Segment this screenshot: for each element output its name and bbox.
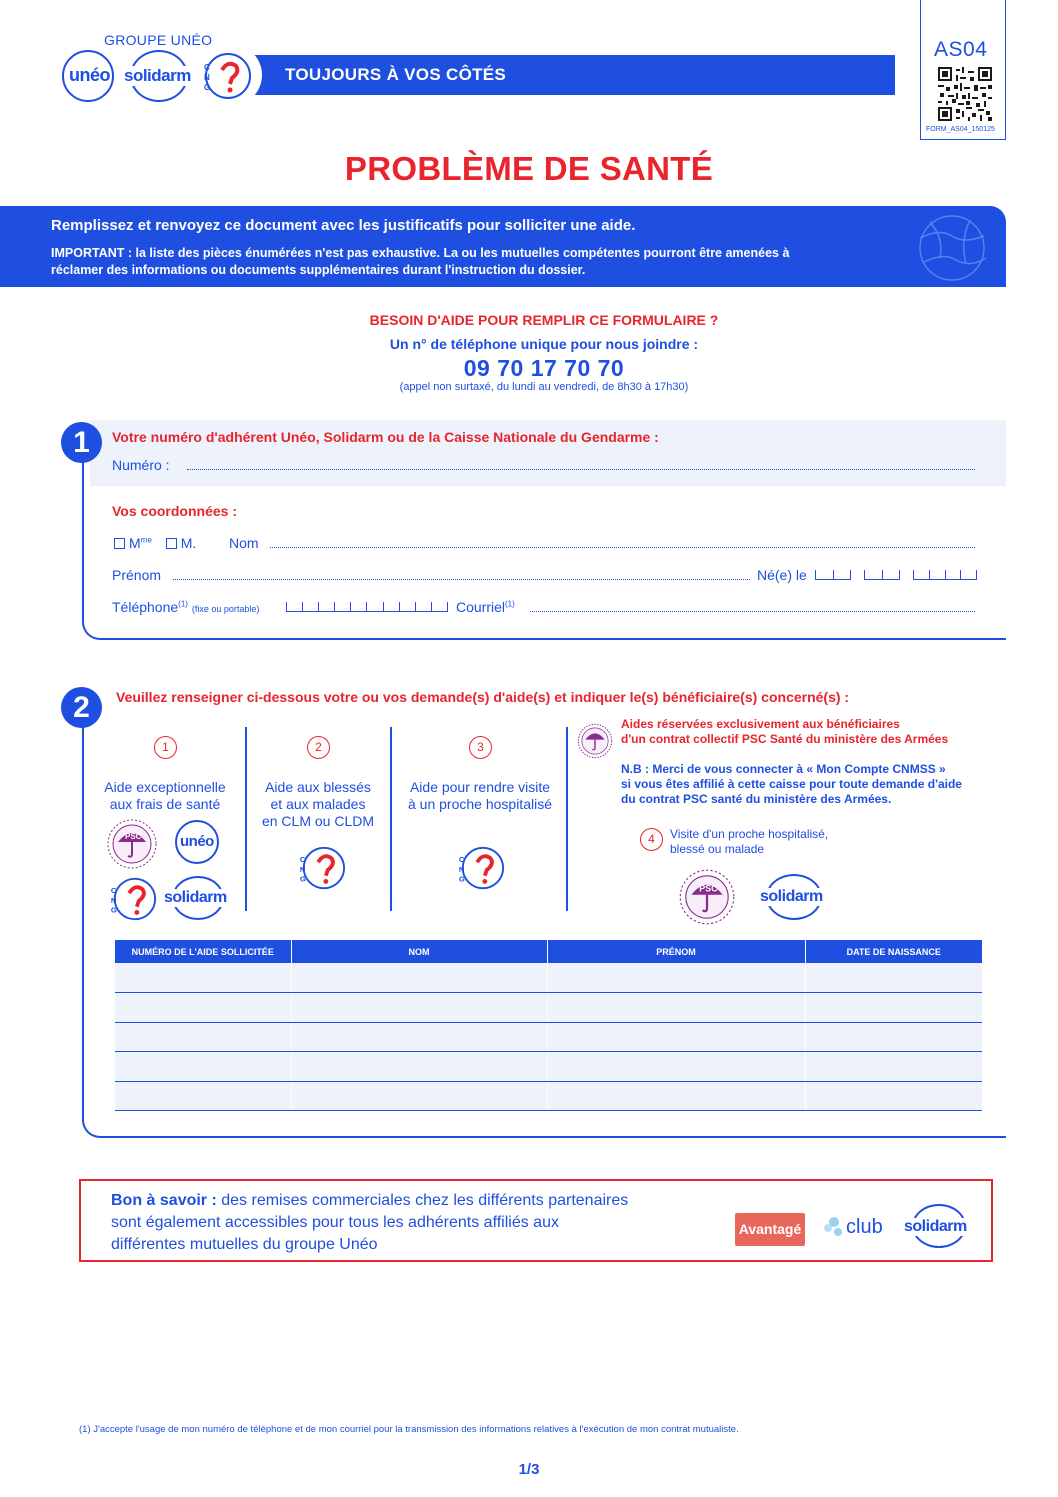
psc-logo-icon (678, 868, 736, 926)
courriel-label-text: Courriel (456, 599, 506, 615)
tel-label-text: Téléphone (112, 599, 179, 615)
section1-heading: Votre numéro d'adhérent Unéo, Solidarm ou de la Caisse Nationale du Gendarme : (112, 429, 659, 445)
avantage-logo: Avantagé (735, 1213, 805, 1246)
info-important (51, 245, 821, 279)
bon-a-savoir-text (111, 1190, 711, 1256)
telephone-field[interactable] (286, 602, 448, 612)
cng-logo-icon (456, 843, 506, 893)
bon-text-1: des remises commerciales chez les différents partenaires (216, 1192, 629, 1209)
table-cell[interactable] (115, 993, 291, 1023)
group-title: GROUPE UNÉO (104, 32, 213, 48)
table-cell[interactable] (291, 1052, 547, 1082)
coords-heading: Vos coordonnées : (112, 503, 237, 519)
aid-label-2-line2: et aux malades (270, 796, 366, 812)
aid-label-2 (250, 779, 386, 830)
col-nom: NOM (291, 940, 547, 963)
table-cell[interactable] (547, 1022, 805, 1052)
courriel-field[interactable] (530, 611, 975, 612)
table-row (115, 963, 982, 993)
table-row (115, 1052, 982, 1082)
aid-number-3: 3 (469, 736, 492, 759)
table-cell[interactable] (291, 1022, 547, 1052)
cng-logo-icon (108, 874, 158, 924)
bon-text-3: différentes mutuelles du groupe Unéo (111, 1236, 378, 1253)
psc-reserved-text (621, 717, 948, 747)
aid-number-1: 1 (154, 736, 177, 759)
aid4-label (670, 827, 828, 857)
tel-hint: (fixe ou portable) (191, 604, 260, 614)
svg-text:C: C (204, 63, 210, 72)
table-cell[interactable] (291, 963, 547, 993)
mme-checkbox[interactable] (114, 538, 125, 549)
table-row (115, 1081, 982, 1111)
svg-text:PSC: PSC (125, 832, 142, 841)
table-cell[interactable] (547, 1081, 805, 1111)
aid-label-1-line1: Aide exceptionnelle (104, 779, 226, 795)
table-cell[interactable] (291, 993, 547, 1023)
column-divider (245, 727, 247, 911)
birth-month-field[interactable] (864, 570, 900, 580)
solidarm-logo-small: solidarm (172, 876, 224, 920)
table-cell[interactable] (547, 1052, 805, 1082)
svg-text:PSC: PSC (699, 883, 718, 894)
mme-sup: me (140, 535, 152, 545)
nom-field[interactable] (270, 547, 975, 548)
svg-text:C: C (299, 855, 306, 865)
birth-year-field[interactable] (913, 570, 977, 580)
psc-logo-icon (577, 723, 613, 759)
svg-text:G: G (458, 874, 465, 884)
aid4-line2: blessé ou malade (670, 842, 765, 856)
courriel-label (456, 599, 515, 615)
psc-reserved-line2: d'un contrat collectif PSC Santé du ministère des Armées (621, 732, 949, 746)
svg-text:N: N (299, 864, 306, 874)
info-instruction: Remplissez et renvoyez ce document avec les justificatifs pour solliciter une aide. (51, 217, 636, 234)
beneficiaries-table (115, 940, 982, 1111)
table-cell[interactable] (115, 1022, 291, 1052)
table-cell[interactable] (291, 1081, 547, 1111)
tel-sup: (1) (178, 599, 188, 609)
club-logo (822, 1208, 888, 1244)
section2-heading: Veuillez renseigner ci-dessous votre ou vos demande(s) d'aide(s) et indiquer le(s) bénéficiaire(s) concerné(s) : (116, 689, 850, 705)
solidarm-logo: solidarm (130, 50, 188, 102)
solidarm-logo-small: solidarm (912, 1204, 966, 1248)
aid-label-3 (398, 779, 562, 813)
bon-text-2: sont également accessibles pour tous les adhérents affiliés aux (111, 1214, 559, 1231)
nb-line1: N.B : Merci de vous connecter à « Mon Compte CNMSS » (621, 762, 946, 776)
column-divider (390, 727, 392, 911)
table-cell[interactable] (115, 1052, 291, 1082)
hands-decoration-icon (900, 208, 1004, 286)
psc-reserved-line1: Aides réservées exclusivement aux bénéficiaires (621, 717, 900, 731)
table-header-row (115, 940, 982, 963)
m-label: M. (180, 535, 197, 551)
col-date-naissance: DATE DE NAISSANCE (805, 940, 982, 963)
svg-text:N: N (458, 864, 465, 874)
table-cell[interactable] (805, 963, 982, 993)
nb-line3: du contrat PSC santé du ministère des Armées. (621, 792, 892, 806)
numero-label: Numéro : (112, 457, 170, 473)
help-note: (appel non surtaxé, du lundi au vendredi, de 8h30 à 17h30) (399, 381, 689, 393)
svg-text:N: N (110, 895, 117, 905)
page-title: PROBLÈME DE SANTÉ (344, 150, 714, 187)
mme-label: M (129, 535, 141, 551)
aid-number-4: 4 (640, 828, 663, 851)
form-reference: FORM_AS04_150125 (926, 126, 995, 133)
table-cell[interactable] (547, 993, 805, 1023)
table-cell[interactable] (805, 1081, 982, 1111)
col-aid-number: NUMÉRO DE L'AIDE SOLLICITÉE (115, 940, 291, 963)
aid-label-3-line2: à un proche hospitalisé (408, 796, 552, 812)
uneo-logo-small: unéo (175, 820, 219, 864)
uneo-logo: unéo (62, 50, 114, 102)
svg-text:G: G (204, 83, 211, 92)
form-code: AS04 (934, 38, 988, 61)
important-label: IMPORTANT : (51, 246, 133, 260)
table-row (115, 993, 982, 1023)
qr-code (938, 67, 992, 121)
club-logo-text: club (846, 1216, 883, 1238)
psc-logo-icon (106, 818, 158, 870)
footnote: (1) J'accepte l'usage de mon numéro de téléphone et de mon courriel pour la transmission des informations relatives à l'exécution de mon contrat mutualiste. (79, 1424, 739, 1435)
col-prenom: PRÉNOM (547, 940, 805, 963)
club-flower-icon (822, 1208, 846, 1244)
aid-label-1-line2: aux frais de santé (109, 796, 221, 812)
table-row (115, 1022, 982, 1052)
important-text: la liste des pièces énumérées n'est pas exhaustive. La ou les mutuelles compétentes pourront être amenées à réclamer des informations ou documents supplémentaires durant l'instruction du dossier. (51, 246, 790, 277)
aid-label-3-line1: Aide pour rendre visite (409, 779, 551, 795)
nb-line2: si vous êtes affilié à cette caisse pour toute demande d'aide (621, 777, 962, 791)
numero-field[interactable] (187, 469, 975, 470)
birthdate-label: Né(e) le (757, 567, 807, 583)
birth-day-field[interactable] (815, 570, 851, 580)
aid4-line1: Visite d'un proche hospitalisé, (670, 827, 829, 841)
aid-number-2: 2 (307, 736, 330, 759)
help-phone[interactable]: 09 70 17 70 70 (463, 355, 625, 381)
prenom-field[interactable] (173, 579, 750, 580)
svg-text:C: C (110, 886, 117, 896)
civility-row (114, 535, 196, 551)
table-cell[interactable] (805, 1052, 982, 1082)
svg-text:G: G (110, 905, 117, 915)
svg-text:C: C (458, 855, 465, 865)
header-slogan: TOUJOURS À VOS CÔTÉS (285, 65, 507, 84)
aid-label-2-line1: Aide aux blessés (265, 779, 371, 795)
section2-badge: 2 (61, 687, 102, 728)
table-cell[interactable] (805, 1022, 982, 1052)
svg-text:G: G (299, 874, 306, 884)
m-checkbox[interactable] (166, 538, 177, 549)
courriel-sup: (1) (505, 599, 515, 609)
help-line: Un n° de téléphone unique pour nous joindre : (389, 336, 699, 352)
solidarm-logo-small: solidarm (766, 874, 822, 920)
nb-text (621, 762, 962, 807)
column-divider (566, 727, 568, 911)
table-cell[interactable] (805, 993, 982, 1023)
section1-badge: 1 (61, 422, 102, 463)
page-number: 1/3 (518, 1461, 540, 1478)
cng-logo-icon (297, 843, 347, 893)
svg-text:N: N (204, 73, 210, 82)
aid-label-2-line3: en CLM ou CLDM (261, 813, 375, 829)
nom-label: Nom (229, 535, 259, 551)
table-cell[interactable] (115, 963, 291, 993)
bon-label: Bon à savoir : (111, 1192, 217, 1209)
table-cell[interactable] (115, 1081, 291, 1111)
telephone-label (112, 599, 259, 615)
prenom-label: Prénom (112, 567, 162, 583)
cng-logo (200, 50, 252, 102)
help-question: BESOIN D'AIDE POUR REMPLIR CE FORMULAIRE ? (369, 312, 719, 328)
table-cell[interactable] (547, 963, 805, 993)
aid-label-1 (95, 779, 235, 813)
